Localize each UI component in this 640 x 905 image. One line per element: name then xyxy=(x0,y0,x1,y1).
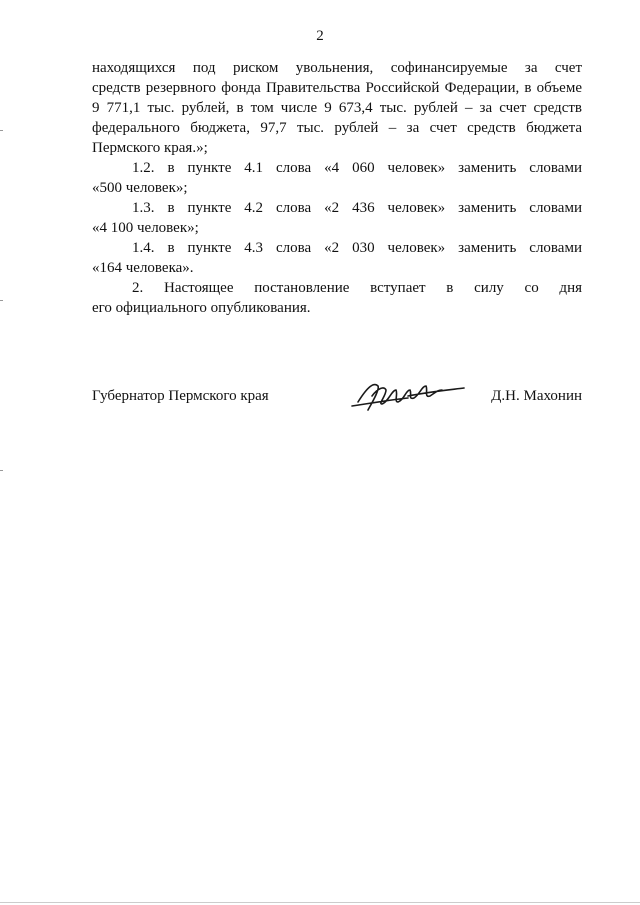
margin-mark xyxy=(0,300,3,301)
text-line: Пермского края.»; xyxy=(92,140,208,156)
document-body xyxy=(92,58,582,318)
text-line: федерального бюджета, 97,7 тыс. рублей – за счет средств бюджета xyxy=(92,120,582,136)
signatory-name: Д.Н. Махонин xyxy=(491,388,582,404)
text-line: его официального опубликования. xyxy=(92,300,311,316)
paragraph-continuation xyxy=(92,58,582,158)
text-line: средств резервного фонда Правительства Российской Федерации, в объеме xyxy=(92,80,582,96)
text-line: «164 человека». xyxy=(92,260,194,276)
margin-mark xyxy=(0,130,3,131)
text-line: 2. Настоящее постановление вступает в силу со дня xyxy=(132,280,582,296)
text-line: 1.4. в пункте 4.3 слова «2 030 человек» заменить словами xyxy=(132,240,582,256)
page-bottom-edge xyxy=(0,902,640,903)
paragraph-item-2 xyxy=(92,278,582,318)
text-line: 1.2. в пункте 4.1 слова «4 060 человек» заменить словами xyxy=(132,160,582,176)
text-line: «500 человек»; xyxy=(92,180,188,196)
paragraph-item-1-2 xyxy=(92,158,582,198)
paragraph-item-1-4 xyxy=(92,238,582,278)
paragraph-item-1-3 xyxy=(92,198,582,238)
signature-block xyxy=(92,388,582,408)
margin-mark xyxy=(0,470,3,471)
signatory-title: Губернатор Пермского края xyxy=(92,388,269,404)
text-line: 1.3. в пункте 4.2 слова «2 436 человек» заменить словами xyxy=(132,200,582,216)
handwritten-signature-icon xyxy=(348,376,468,416)
page-number: 2 xyxy=(316,28,324,44)
text-line: «4 100 человек»; xyxy=(92,220,199,236)
text-line: находящихся под риском увольнения, софинансируемые за счет xyxy=(92,60,582,76)
text-line: 9 771,1 тыс. рублей, в том числе 9 673,4 тыс. рублей – за счет средств xyxy=(92,100,582,116)
